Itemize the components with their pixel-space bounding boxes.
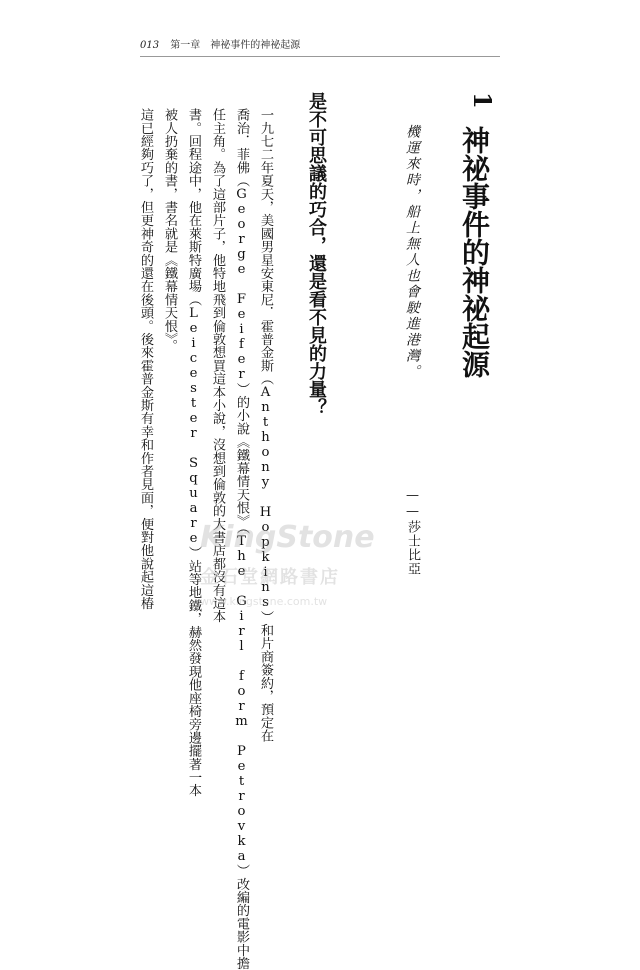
- body-line: 喬治．菲佛（George Feifer）的小說《鐵幕情天恨》（The Girl form Petrovka）改編的電影中擔: [234, 108, 249, 970]
- body-line: 一九七二年夏天，美國男星安東尼．霍普金斯（Anthony Hopkins）和片商簽約，預定在: [258, 108, 273, 743]
- watermark-store-name: 金石堂網路書店: [200, 567, 340, 588]
- running-header: [140, 36, 300, 51]
- watermark-url: www.kingstone.com.tw: [200, 595, 328, 608]
- body-line: 任主角。為了這部片子，他特地飛到倫敦想買這本小說，沒想到倫敦的大書店都沒有這本: [210, 108, 225, 623]
- epigraph-author: ——莎士比亞: [405, 488, 420, 576]
- header-divider: [140, 56, 500, 57]
- body-line: 書。回程途中，他在萊斯特廣場（Leicester Square）站等地鐵，赫然發現他座椅旁邊擺著一本: [186, 108, 201, 797]
- watermark: [200, 520, 460, 608]
- chapter-title: 神祕事件的神祕起源: [458, 126, 491, 378]
- chapter-number: 1: [468, 92, 497, 109]
- body-line: 被人扔棄的書，書名就是《鐵幕情天恨》。: [162, 108, 177, 353]
- watermark-logo-text: KingStone: [200, 520, 375, 555]
- page-number: 013: [140, 40, 160, 51]
- epigraph-text: 機運來時，船上無人也會駛進港灣。: [404, 124, 420, 380]
- body-line: 這已經夠巧了，但更神奇的還在後頭。後來霍普金斯有幸和作者見面，便對他說起這椿: [138, 108, 153, 610]
- section-heading: 是不可思議的巧合，還是看不見的力量？: [306, 92, 327, 416]
- running-title: 第一章 神祕事件的神祕起源: [170, 40, 301, 51]
